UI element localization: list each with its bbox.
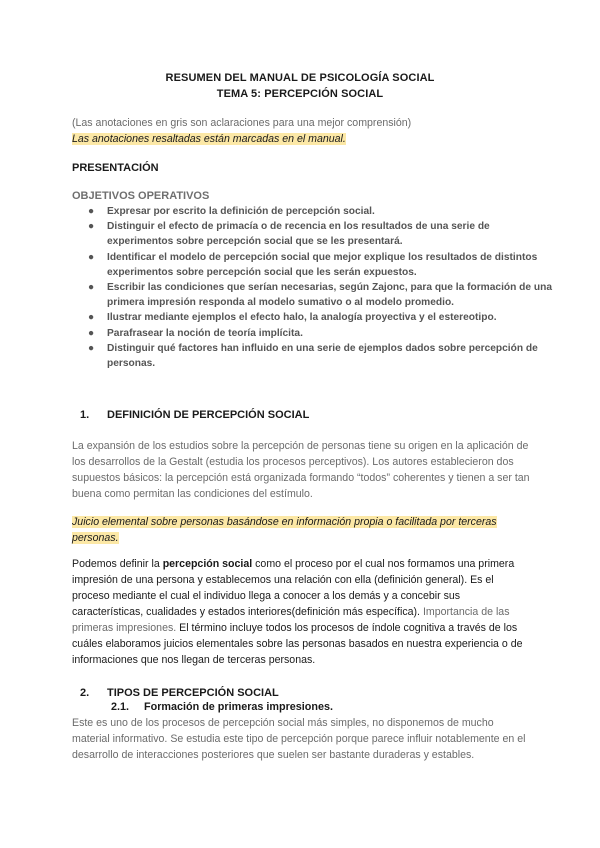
highlight-definition: Juicio elemental sobre personas basándose en información propia o facilitada por terceras personas. bbox=[72, 516, 497, 544]
section-2-heading: TIPOS DE PERCEPCIÓN SOCIAL bbox=[107, 687, 279, 699]
highlight-annotation-note: Las anotaciones resaltadas están marcadas en el manual. bbox=[72, 133, 346, 145]
list-item: ● Distinguir qué factores han influido en una serie de ejemplos dados sobre percepción de personas. bbox=[88, 342, 538, 370]
bullet-icon: ● bbox=[88, 221, 95, 233]
section-1-heading: DEFINICIÓN DE PERCEPCIÓN SOCIAL bbox=[107, 409, 310, 421]
presentacion-heading: PRESENTACIÓN bbox=[72, 162, 159, 174]
document-subtitle: TEMA 5: PERCEPCIÓN SOCIAL bbox=[216, 88, 384, 100]
definition-paragraph: Podemos definir la percepción social como el proceso por el cual nos formamos una primera impresión de una persona y establecemos una relación con ella (definición general). Es el proceso mediante el cual el individuo llega a conocer a los demás y a concebir sus características, cualidades y estados interiores(definición más específica). Importancia de las primeras impresiones. El término incluye todos los procesos de índole cognitiva a través de los cuáles elaboramos juicios elementales sobre las personas basados en nuestra experiencia o de informaciones que nos llegan de terceras personas. bbox=[72, 558, 523, 666]
list-item: ● Ilustrar mediante ejemplos el efecto halo, la analogía proyectiva y el estereotipo. bbox=[88, 310, 558, 325]
subsection-2-1-heading: Formación de primeras impresiones. bbox=[144, 701, 334, 713]
list-item: ● Escribir las condiciones que serían necesarias, según Zajonc, para que la formación de una primera impresión responda al modelo sumativo o al modelo promedio. bbox=[88, 282, 553, 309]
bullet-icon: ● bbox=[88, 342, 95, 354]
primeras-impresiones-paragraph: Este es uno de los procesos de percepción social más simples, no disponemos de mucho material informativo. Se estudia este tipo de percepción porque parece influir notablemente en el desarrollo de interacciones posteriores que suelen ser bastante duraderas y estables. bbox=[72, 717, 526, 761]
percepcion-social-term: percepción social bbox=[162, 558, 253, 570]
section-1-number: 1. bbox=[80, 409, 90, 421]
bullet-icon: ● bbox=[88, 312, 95, 324]
list-item: ● Expresar por escrito la definición de percepción social. bbox=[88, 204, 558, 219]
gestalt-paragraph: La expansión de los estudios sobre la percepción de personas tiene su origen en la aplicación de los desarrollos de la Gestalt (estudia los procesos perceptivos). Los autores establecieron dos supuestos básicos: la percepción está organizada formando “todos” coherentes y tienen a ser tan buena como permitan las condiciones del estímulo. bbox=[72, 440, 530, 500]
document-title: RESUMEN DEL MANUAL DE PSICOLOGÍA SOCIAL bbox=[165, 72, 435, 84]
list-item: ● Parafrasear la noción de teoría implícita. bbox=[88, 326, 558, 341]
section-2-number: 2. bbox=[80, 687, 90, 699]
list-item: ● Distinguir el efecto de primacía o de recencia en los resultados de una serie de experimentos sobre percepción social que se les presentará. bbox=[88, 221, 490, 248]
objetivos-heading: OBJETIVOS OPERATIVOS bbox=[72, 190, 210, 202]
subsection-2-1-number: 2.1. bbox=[111, 701, 130, 713]
bullet-icon: ● bbox=[88, 251, 95, 263]
objetivos-list bbox=[88, 204, 558, 371]
gray-annotation-note: (Las anotaciones en gris son aclaraciones para una mejor comprensión) bbox=[72, 117, 412, 129]
bullet-icon: ● bbox=[88, 282, 95, 294]
bullet-icon: ● bbox=[88, 327, 95, 339]
list-item: ● Identificar el modelo de percepción social que mejor explique los resultados de distintos experimentos sobre percepción social que les serán expuestos. bbox=[88, 251, 538, 278]
bullet-icon: ● bbox=[88, 206, 95, 217]
